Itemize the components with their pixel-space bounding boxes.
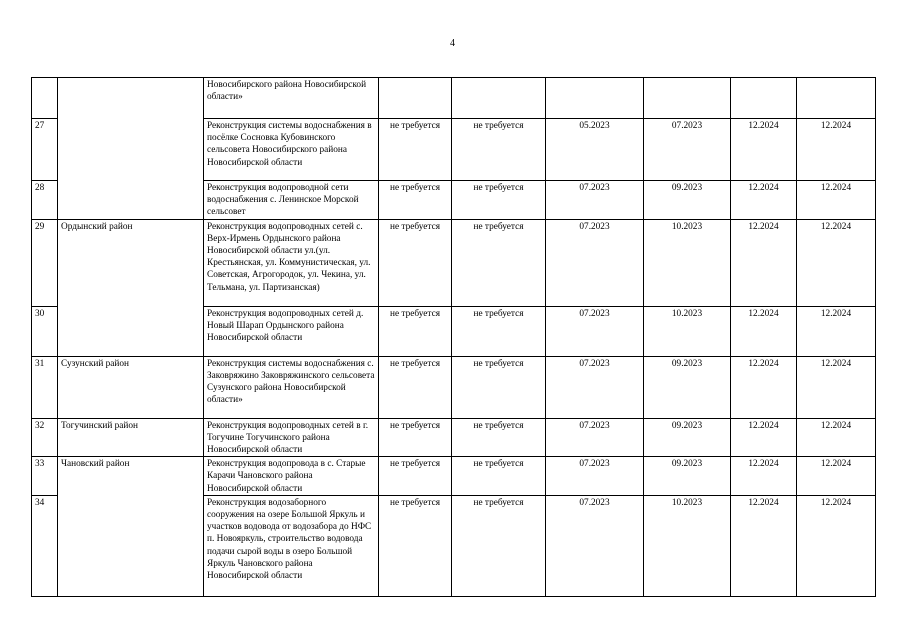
cell-permit: не требуется: [379, 457, 452, 496]
cell-num: 30: [32, 306, 58, 356]
cell-description: Реконструкция водозаборного сооружения на озере Большой Яркуль и участков водовода от водозабора до НФС п. Новояркуль, строительство водовода подачи сырой воды в озеро Большой Яркуль Чановского района Новосибирской области: [204, 495, 379, 596]
cell-district-novosibirsk: [58, 78, 204, 220]
cell-date: 07.2023: [546, 418, 644, 457]
cell-permit: не требуется: [379, 495, 452, 596]
cell-date: 12.2024: [731, 219, 797, 306]
cell-description: Новосибирского района Новосибирской области»: [204, 78, 379, 119]
cell-permit: не требуется: [379, 219, 452, 306]
cell-district: Ордынский район: [58, 219, 204, 356]
cell-empty: [731, 78, 797, 119]
cell-date: 12.2024: [797, 457, 876, 496]
cell-expertise: не требуется: [452, 457, 546, 496]
cell-date: 12.2024: [731, 418, 797, 457]
cell-district: Тогучинский район: [58, 418, 204, 457]
cell-expertise: не требуется: [452, 418, 546, 457]
cell-date: 09.2023: [644, 356, 731, 418]
table-row: [32, 418, 876, 457]
page-number: 4: [450, 38, 455, 49]
cell-date: 12.2024: [731, 119, 797, 181]
table-row-continuation: [32, 78, 876, 119]
cell-date: 12.2024: [797, 181, 876, 220]
cell-num: 29: [32, 219, 58, 306]
table-row: [32, 219, 876, 306]
cell-date: 09.2023: [644, 457, 731, 496]
cell-date: 12.2024: [797, 219, 876, 306]
table-row: [32, 356, 876, 418]
cell-date: 09.2023: [644, 418, 731, 457]
cell-date: 10.2023: [644, 306, 731, 356]
cell-permit: не требуется: [379, 356, 452, 418]
cell-expertise: не требуется: [452, 219, 546, 306]
cell-num: 31: [32, 356, 58, 418]
cell-num: 27: [32, 119, 58, 181]
cell-date: 07.2023: [546, 181, 644, 220]
cell-expertise: не требуется: [452, 495, 546, 596]
cell-permit: не требуется: [379, 418, 452, 457]
cell-num: [32, 78, 58, 119]
cell-description: Реконструкция водопровода в с. Старые Карачи Чановского района Новосибирской области: [204, 457, 379, 496]
cell-empty: [379, 78, 452, 119]
cell-date: 12.2024: [731, 356, 797, 418]
cell-expertise: не требуется: [452, 356, 546, 418]
cell-description: Реконструкция системы водоснабжения с. Заковряжино Заковряжинского сельсовета Сузунского района Новосибирской области»: [204, 356, 379, 418]
cell-date: 12.2024: [731, 181, 797, 220]
cell-date: 07.2023: [546, 219, 644, 306]
cell-date: 12.2024: [797, 418, 876, 457]
cell-date: 10.2023: [644, 495, 731, 596]
cell-date: 10.2023: [644, 219, 731, 306]
cell-date: 12.2024: [731, 495, 797, 596]
cell-date: 12.2024: [731, 457, 797, 496]
cell-expertise: не требуется: [452, 306, 546, 356]
cell-permit: не требуется: [379, 181, 452, 220]
projects-table: [31, 77, 876, 597]
cell-date: 12.2024: [797, 356, 876, 418]
cell-description: Реконструкция водопроводных сетей в г. Тогучине Тогучинского района Новосибирской области: [204, 418, 379, 457]
cell-date: 12.2024: [731, 306, 797, 356]
cell-permit: не требуется: [379, 119, 452, 181]
cell-date: 09.2023: [644, 181, 731, 220]
cell-date: 12.2024: [797, 306, 876, 356]
cell-empty: [546, 78, 644, 119]
cell-num: 32: [32, 418, 58, 457]
cell-description: Реконструкция водопроводных сетей д. Новый Шарап Ордынского района Новосибирской области: [204, 306, 379, 356]
cell-date: 05.2023: [546, 119, 644, 181]
cell-expertise: не требуется: [452, 181, 546, 220]
cell-date: 07.2023: [546, 495, 644, 596]
cell-date: 07.2023: [644, 119, 731, 181]
cell-expertise: не требуется: [452, 119, 546, 181]
cell-description: Реконструкция водопроводной сети водоснабжения с. Ленинское Морской сельсовет: [204, 181, 379, 220]
cell-permit: не требуется: [379, 306, 452, 356]
cell-district: Сузунский район: [58, 356, 204, 418]
cell-num: 28: [32, 181, 58, 220]
cell-num: 33: [32, 457, 58, 496]
cell-date: 07.2023: [546, 457, 644, 496]
cell-description: Реконструкция системы водоснабжения в посёлке Сосновка Кубовинского сельсовета Новосибирского района Новосибирской области: [204, 119, 379, 181]
table-row: [32, 457, 876, 496]
cell-date: 12.2024: [797, 495, 876, 596]
cell-description: Реконструкция водопроводных сетей с. Верх-Ирмень Ордынского района Новосибирской области ул.(ул. Крестьянская, ул. Коммунистическая, ул. Советская, Агрогородок, ул. Чекина, ул. Тельмана, ул. Партизанская): [204, 219, 379, 306]
cell-district: Чановский район: [58, 457, 204, 597]
cell-date: 12.2024: [797, 119, 876, 181]
cell-empty: [797, 78, 876, 119]
cell-empty: [452, 78, 546, 119]
cell-date: 07.2023: [546, 306, 644, 356]
cell-date: 07.2023: [546, 356, 644, 418]
cell-num: 34: [32, 495, 58, 596]
cell-empty: [644, 78, 731, 119]
